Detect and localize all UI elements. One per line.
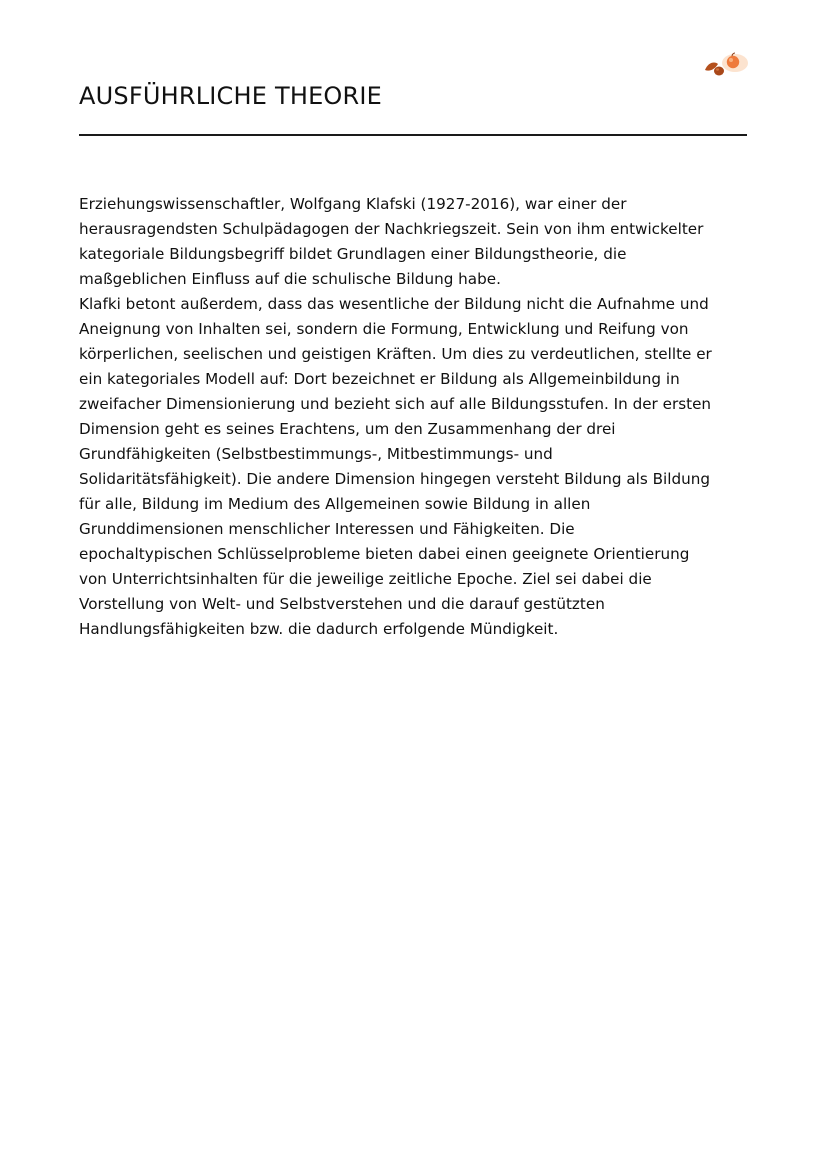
text-line: Vorstellung von Welt- und Selbstverstehen und die darauf gestützten (79, 595, 605, 613)
text-line: von Unterrichtsinhalten für die jeweilige zeitliche Epoche. Ziel sei dabei die (79, 570, 652, 588)
text-line: körperlichen, seelischen und geistigen Kräften. Um dies zu verdeutlichen, stellte er (79, 345, 712, 363)
text-line: epochaltypischen Schlüsselprobleme bieten dabei einen geeignete Orientierung (79, 545, 690, 563)
title-divider (79, 134, 747, 136)
text-line: für alle, Bildung im Medium des Allgemeinen sowie Bildung in allen (79, 495, 591, 513)
text-line: herausragendsten Schulpädagogen der Nachkriegszeit. Sein von ihm entwickelter (79, 220, 704, 238)
page-title: AUSFÜHRLICHE THEORIE (79, 82, 383, 110)
text-line: zweifacher Dimensionierung und bezieht sich auf alle Bildungsstufen. In der ersten (79, 395, 712, 413)
text-line: Solidaritätsfähigkeit). Die andere Dimension hingegen versteht Bildung als Bildung (79, 470, 711, 488)
text-line: Aneignung von Inhalten sei, sondern die Formung, Entwicklung und Reifung von (79, 320, 689, 338)
text-line: Grundfähigkeiten (Selbstbestimmungs-, Mitbestimmungs- und (79, 445, 553, 463)
text-line: Grunddimensionen menschlicher Interessen und Fähigkeiten. Die (79, 520, 575, 538)
text-line: kategoriale Bildungsbegriff bildet Grundlagen einer Bildungstheorie, die (79, 245, 627, 263)
text-line: ein kategoriales Modell auf: Dort bezeichnet er Bildung als Allgemeinbildung in (79, 370, 680, 388)
text-line: Dimension geht es seines Erachtens, um den Zusammenhang der drei (79, 420, 616, 438)
leaf-and-acorn-icon (702, 50, 750, 80)
text-line: Handlungsfähigkeiten bzw. die dadurch erfolgende Mündigkeit. (79, 620, 559, 638)
text-line: Klafki betont außerdem, dass das wesentliche der Bildung nicht die Aufnahme und (79, 295, 709, 313)
text-line: Erziehungswissenschaftler, Wolfgang Klafski (1927-2016), war einer der (79, 195, 627, 213)
text-line: maßgeblichen Einfluss auf die schulische Bildung habe. (79, 270, 501, 288)
body-paragraph (79, 192, 759, 642)
